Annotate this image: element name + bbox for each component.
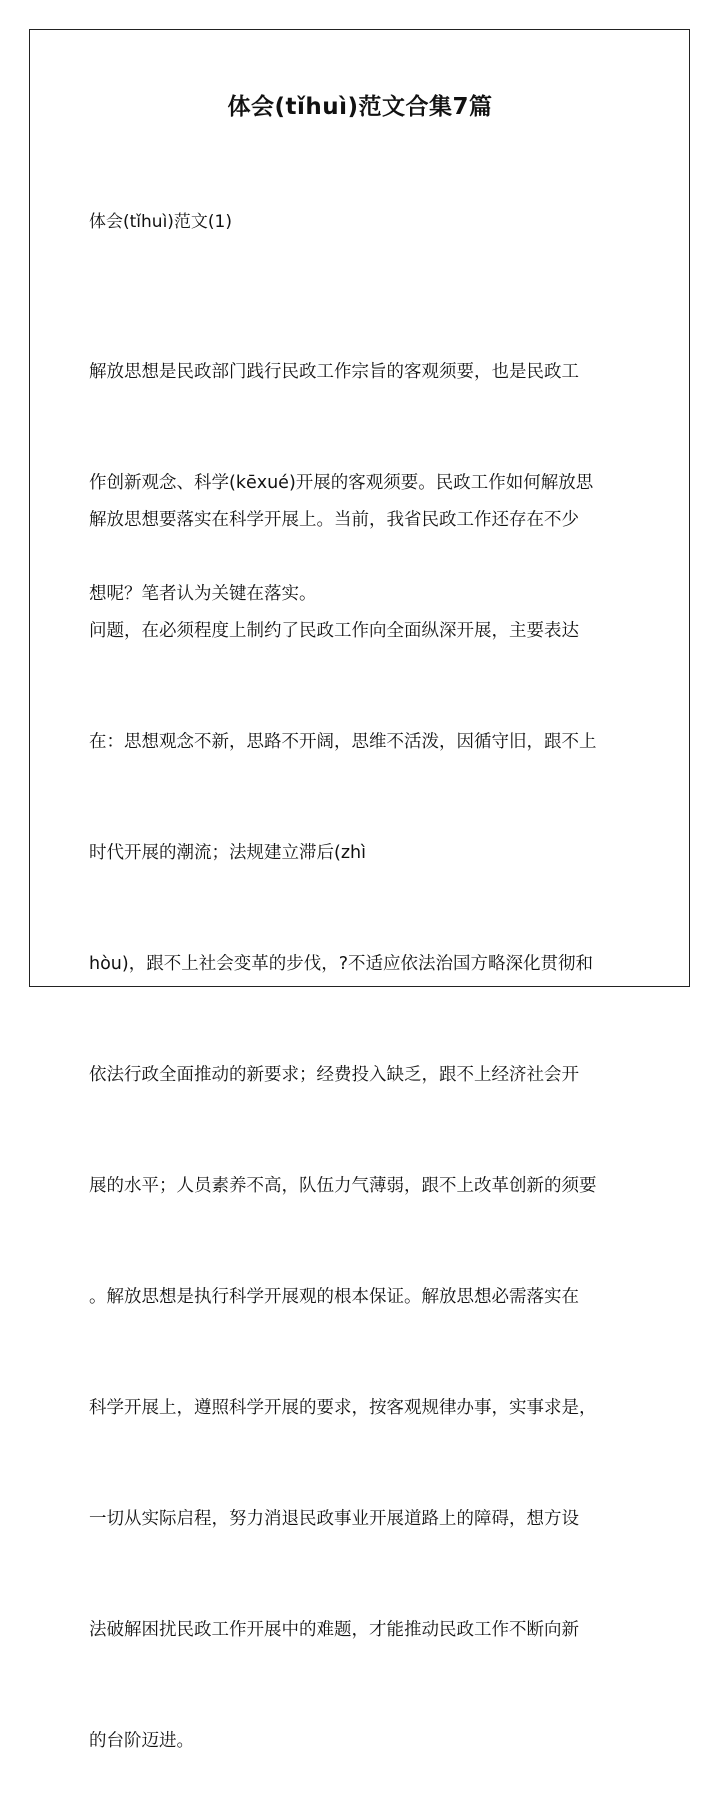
text-line: 解放思想要落实在科学开展上。当前，我省民政工作还存在不少 — [89, 510, 579, 530]
section-heading: 体会(tǐhuì)范文(1) — [89, 212, 233, 232]
text-line: 的台阶迈进。 — [89, 1731, 194, 1751]
paragraph-2 — [89, 428, 634, 1797]
text-line: 解放思想是民政部门践行民政工作宗旨的客观须要，也是民政工 — [89, 362, 579, 382]
text-line: 科学开展上，遵照科学开展的要求，按客观规律办事，实事求是， — [89, 1398, 597, 1418]
document-title: 体会(tǐhuì)范文合集7篇 — [227, 94, 493, 120]
text-line: hòu)，跟不上社会变革的步伐，?不适应依法治国方略深化贯彻和 — [89, 954, 594, 974]
text-line: 时代开展的潮流；法规建立滞后(zhì — [89, 843, 366, 863]
text-line: 问题，在必须程度上制约了民政工作向全面纵深开展，主要表达 — [89, 621, 579, 641]
text-line: 一切从实际启程，努力消退民政事业开展道路上的障碍，想方设 — [89, 1509, 579, 1529]
text-line: 在：思想观念不新，思路不开阔，思维不活泼，因循守旧，跟不上 — [89, 732, 597, 752]
text-line: 法破解困扰民政工作开展中的难题，才能推动民政工作不断向新 — [89, 1620, 579, 1640]
text-line: 依法行政全面推动的新要求；经费投入缺乏，跟不上经济社会开 — [89, 1065, 579, 1085]
text-line: 作创新观念、科学(kēxué)开展的客观须要。民政工作如何解放思 — [89, 473, 594, 493]
text-line: 展的水平；人员素养不高，队伍力气薄弱，跟不上改革创新的须要 — [89, 1176, 597, 1196]
text-line: 想呢？笔者认为关键在落实。 — [89, 584, 317, 604]
text-line: 。解放思想是执行科学开展观的根本保证。解放思想必需落实在 — [89, 1287, 579, 1307]
